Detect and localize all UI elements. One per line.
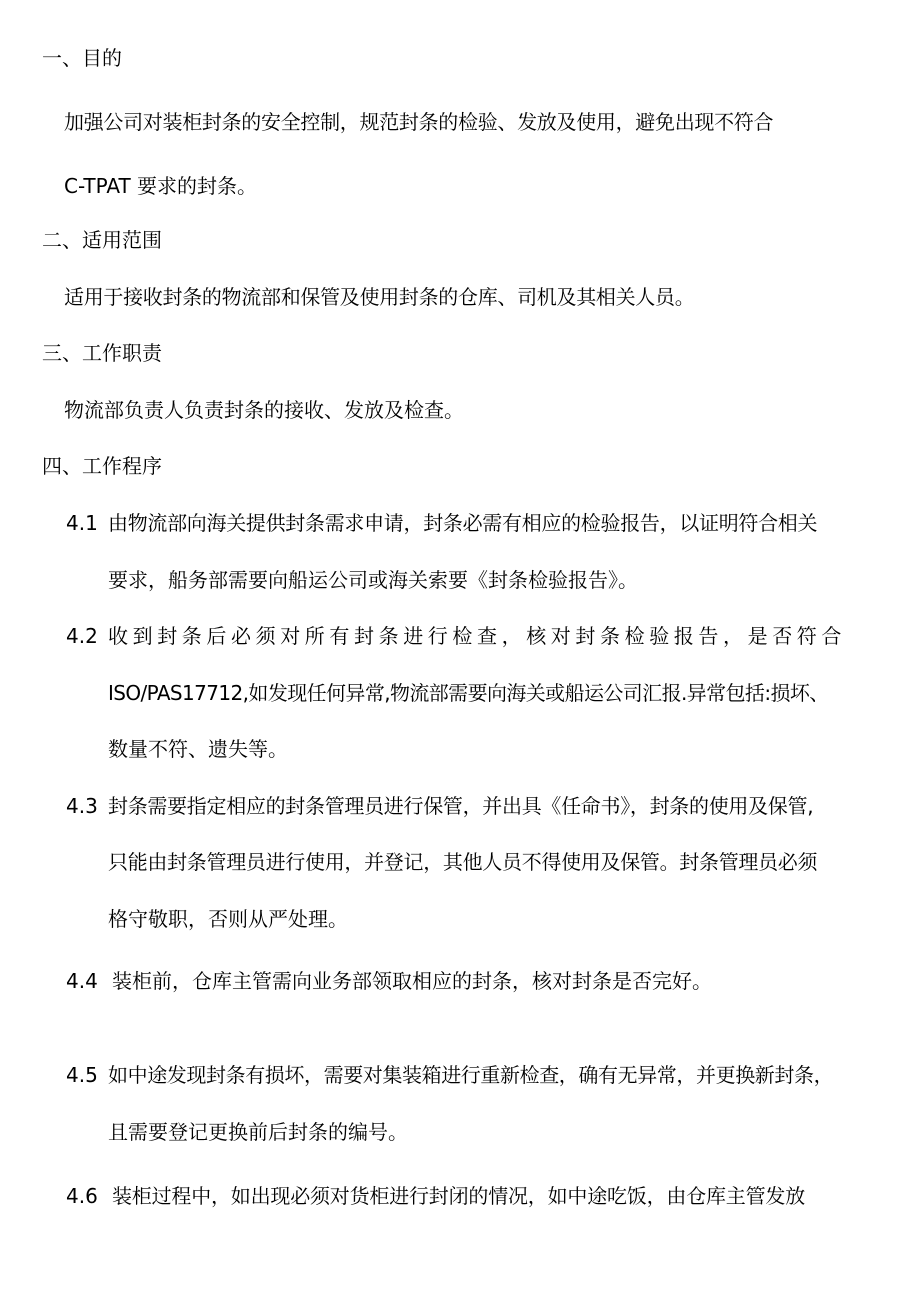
section-text: 物流部负责人负责封条的接收、发放及检查。 — [64, 398, 464, 422]
item-number: 4.5 — [66, 1063, 98, 1087]
item-number: 4.1 — [66, 511, 98, 535]
item-text: 由物流部向海关提供封条需求申请，封条必需有相应的检验报告，以证明符合相关 — [108, 511, 818, 535]
item-number: 4.2 — [66, 624, 98, 648]
section-heading-purpose: 一、目的 — [42, 46, 122, 70]
item-text: 收到封条后必须对所有封条进行检查，核对封条检验报告，是否符合 — [108, 624, 846, 648]
section-heading-procedure: 四、工作程序 — [42, 454, 162, 478]
item-number: 4.6 — [66, 1184, 98, 1208]
item-text: 只能由封条管理员进行使用，并登记，其他人员不得使用及保管。封条管理员必须 — [108, 850, 818, 874]
section-text: 加强公司对装柜封条的安全控制，规范封条的检验、发放及使用，避免出现不符合 — [64, 110, 774, 134]
section-text: 适用于接收封条的物流部和保管及使用封条的仓库、司机及其相关人员。 — [64, 285, 695, 309]
item-text: 且需要登记更换前后封条的编号。 — [108, 1120, 408, 1144]
item-text: 装柜过程中，如出现必须对货柜进行封闭的情况，如中途吃饭，由仓库主管发放 — [112, 1184, 805, 1208]
item-text: 如中途发现封条有损坏，需要对集装箱进行重新检查，确有无异常，并更换新封条， — [108, 1063, 834, 1087]
item-text: 封条需要指定相应的封条管理员进行保管，并出具《任命书》，封条的使用及保管, — [108, 794, 814, 818]
item-text: 装柜前，仓库主管需向业务部领取相应的封条，核对封条是否完好。 — [112, 969, 712, 993]
item-number: 4.3 — [66, 794, 98, 818]
item-text: 要求，船务部需要向船运公司或海关索要《封条检验报告》。 — [108, 568, 638, 592]
section-heading-duties: 三、工作职责 — [42, 341, 162, 365]
item-text: 数量不符、遗失等。 — [108, 737, 288, 761]
item-number: 4.4 — [66, 969, 98, 993]
item-text: ISO/PAS17712,如发现任何异常,物流部需要向海关或船运公司汇报.异常包括:损坏、 — [108, 681, 829, 705]
section-text: C-TPAT 要求的封条。 — [64, 174, 258, 198]
section-heading-scope: 二、适用范围 — [42, 228, 162, 252]
item-text: 格守敬职，否则从严处理。 — [108, 907, 348, 931]
